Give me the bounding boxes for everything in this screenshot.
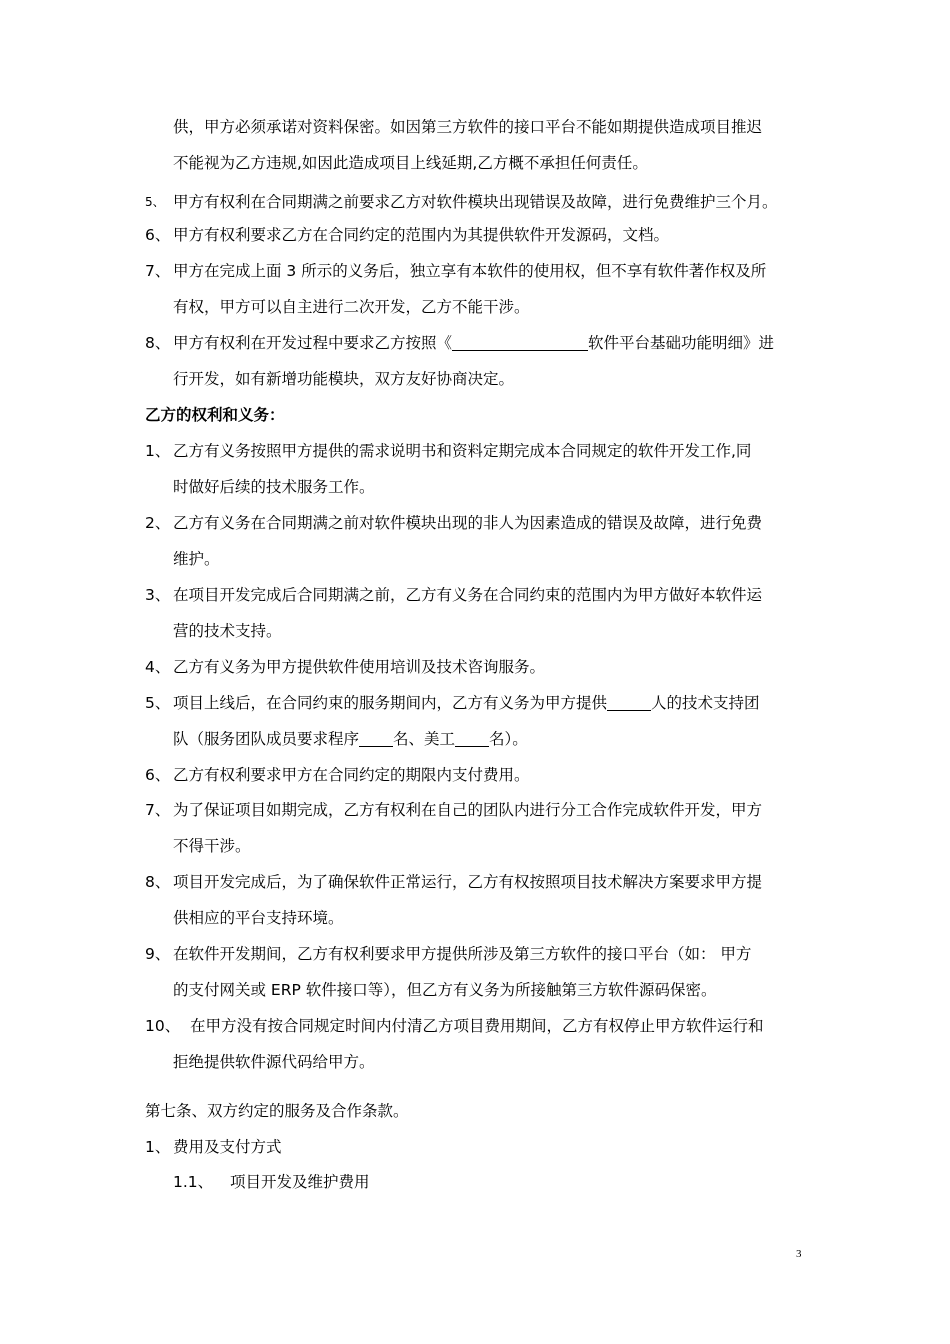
paragraph-line <box>0 833 950 859</box>
fill-in-blank <box>607 692 651 711</box>
list-item <box>0 222 950 248</box>
list-number: 6、 <box>145 226 171 244</box>
paragraph-text: 供，甲方必须承诺对资料保密。如因第三方软件的接口平台不能如期提供造成项目推迟 <box>173 118 763 136</box>
list-text: 拒绝提供软件源代码给甲方。 <box>173 1053 375 1071</box>
list-item <box>0 797 950 823</box>
article-title-text: 第七条、双方约定的服务及合作条款。 <box>145 1102 409 1120</box>
fill-in-blank <box>452 332 588 351</box>
list-text: 营的技术支持。 <box>173 622 282 640</box>
section-heading-text: 乙方的权利和义务： <box>145 406 285 424</box>
list-text: 项目开发完成后，为了确保软件正常运行，乙方有权按照项目技术解决方案要求甲方提 <box>173 873 763 891</box>
list-text: 甲方在完成上面 3 所示的义务后，独立享有本软件的使用权，但不享有软件著作权及所 <box>173 262 767 280</box>
fill-in-blank <box>455 728 489 747</box>
list-text: 在甲方没有按合同规定时间内付清乙方项目费用期间，乙方有权停止甲方软件运行和 <box>190 1017 764 1035</box>
list-text-part: 队（服务团队成员要求程序 <box>173 730 360 748</box>
list-text: 行开发，如有新增功能模块，双方友好协商决定。 <box>173 370 515 388</box>
list-item <box>0 762 950 788</box>
paragraph-line <box>0 114 950 140</box>
list-number: 6、 <box>145 766 171 784</box>
list-item <box>0 941 950 967</box>
page-number: 3 <box>796 1248 802 1260</box>
paragraph-text: 不能视为乙方违规,如因此造成项目上线延期,乙方概不承担任何责任。 <box>173 154 648 172</box>
list-text: 乙方有权利要求甲方在合同约定的期限内支付费用。 <box>173 766 530 784</box>
sub-list-text: 项目开发及维护费用 <box>230 1173 370 1191</box>
list-text <box>173 726 528 752</box>
list-text-part: 名、美工 <box>393 730 456 748</box>
list-number: 8、 <box>145 873 171 891</box>
list-number: 10、 <box>145 1017 181 1035</box>
paragraph-line <box>0 150 950 176</box>
list-item <box>0 582 950 608</box>
list-number: 3、 <box>145 586 171 604</box>
paragraph-line <box>0 366 950 392</box>
list-item <box>0 330 950 356</box>
list-number: 1、 <box>145 442 171 460</box>
list-number: 7、 <box>145 801 171 819</box>
list-item <box>0 510 950 536</box>
list-number: 8、 <box>145 334 171 352</box>
list-text-part: 项目上线后，在合同约束的服务期间内，乙方有义务为甲方提供 <box>173 694 608 712</box>
list-text-part: 软件平台基础功能明细》进 <box>588 334 775 352</box>
list-text <box>173 330 774 356</box>
list-item <box>0 438 950 464</box>
list-number: 5、 <box>145 694 171 712</box>
list-text: 乙方有义务为甲方提供软件使用培训及技术咨询服务。 <box>173 658 546 676</box>
list-item <box>0 869 950 895</box>
list-text: 的支付网关或 ERP 软件接口等），但乙方有义务为所接触第三方软件源码保密。 <box>173 981 717 999</box>
list-text: 为了保证项目如期完成，乙方有权利在自己的团队内进行分工合作完成软件开发，甲方 <box>173 801 763 819</box>
list-number: 7、 <box>145 262 171 280</box>
paragraph-line <box>0 294 950 320</box>
list-number: 4、 <box>145 658 171 676</box>
sub-list-item <box>0 1169 950 1195</box>
list-text <box>173 690 760 716</box>
list-item <box>0 258 950 284</box>
list-number: 5、 <box>145 195 165 209</box>
list-text: 有权，甲方可以自主进行二次开发，乙方不能干涉。 <box>173 298 530 316</box>
list-item <box>0 654 950 680</box>
list-text: 不得干涉。 <box>173 837 251 855</box>
list-number: 1、 <box>145 1138 171 1156</box>
paragraph-line <box>0 726 950 752</box>
list-text-part: 甲方有权利在开发过程中要求乙方按照《 <box>173 334 453 352</box>
paragraph-line <box>0 474 950 500</box>
list-text: 供相应的平台支持环境。 <box>173 909 344 927</box>
list-text: 甲方有权利在合同期满之前要求乙方对软件模块出现错误及故障，进行免费维护三个月。 <box>173 193 778 211</box>
list-text-part: 名）。 <box>489 730 528 748</box>
article-title <box>0 1098 950 1124</box>
list-text-part: 人的技术支持团 <box>651 694 760 712</box>
paragraph-line <box>0 546 950 572</box>
list-item <box>0 1013 950 1039</box>
paragraph-line <box>0 1049 950 1075</box>
list-text: 甲方有权利要求乙方在合同约定的范围内为其提供软件开发源码，文档。 <box>173 226 670 244</box>
section-heading <box>0 402 950 428</box>
list-text: 维护。 <box>173 550 220 568</box>
list-number: 2、 <box>145 514 171 532</box>
list-text: 在项目开发完成后合同期满之前，乙方有义务在合同约束的范围内为甲方做好本软件运 <box>173 586 763 604</box>
list-text: 费用及支付方式 <box>173 1138 282 1156</box>
list-item <box>0 1134 950 1160</box>
list-text: 时做好后续的技术服务工作。 <box>173 478 375 496</box>
fill-in-blank <box>359 728 393 747</box>
list-text: 乙方有义务按照甲方提供的需求说明书和资料定期完成本合同规定的软件开发工作,同 <box>173 442 752 460</box>
list-item <box>0 690 950 716</box>
paragraph-line <box>0 905 950 931</box>
list-text: 乙方有义务在合同期满之前对软件模块出现的非人为因素造成的错误及故障，进行免费 <box>173 514 763 532</box>
sub-list-number: 1.1、 <box>173 1173 214 1191</box>
list-item <box>0 189 950 215</box>
list-text: 在软件开发期间，乙方有权利要求甲方提供所涉及第三方软件的接口平台（如： 甲方 <box>173 945 752 963</box>
paragraph-line <box>0 977 950 1003</box>
paragraph-line <box>0 618 950 644</box>
list-number: 9、 <box>145 945 171 963</box>
